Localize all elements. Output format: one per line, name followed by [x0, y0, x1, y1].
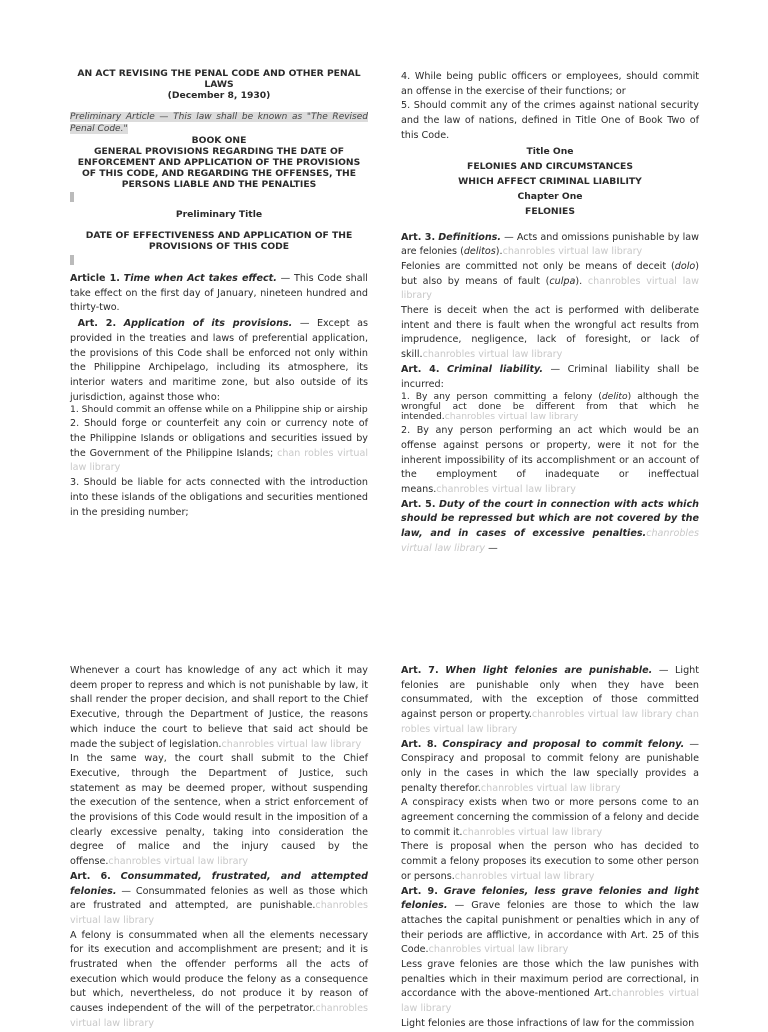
watermark: chanrobles virtual law library: [428, 944, 569, 956]
watermark: chanrobles virtual law library: [462, 826, 603, 838]
item-5: 5. Should commit any of the crimes against national security and the law of nations, defined in Title One of Book Two of this Code.: [401, 100, 699, 141]
chapter-label: Chapter One: [517, 190, 583, 202]
article-3: Art. 3. Definitions. — Acts and omissions punishable by law are felonies (delitos).chanrobles virtual law library: [401, 231, 699, 258]
item-2: 2. Should forge or counterfeit any coin or currency note of the Philippine Islands or obligations and securities issued by the Government of the Philippine Islands; chan robles virtual law library: [70, 418, 368, 474]
preliminary-article: Preliminary Article — This law shall be known as "The Revised Penal Code.": [70, 112, 368, 134]
column-top-left: [70, 68, 368, 520]
watermark: chanrobles virtual law library: [480, 782, 621, 794]
margin-mark: [70, 255, 74, 265]
column-top-right: [401, 70, 699, 557]
act-date: (December 8, 1930): [167, 90, 271, 101]
conspiracy-paragraph: A conspiracy exists when two or more persons come to an agreement concerning the commission of a felony and decide to commit it.chanrobles virtual law library: [401, 797, 699, 838]
watermark: chanrobles virtual law library: [401, 988, 700, 1015]
watermark: chanrobles virtual law library: [531, 709, 673, 721]
item-4: 4. While being public officers or employees, should commit an offense in the exercise of their functions; or: [401, 71, 699, 97]
watermark: chanrobles virtual law library: [401, 275, 699, 302]
watermark: chanrobles virtual law library: [70, 1003, 368, 1029]
report-paragraph: Whenever a court has knowledge of any act which it may deem proper to repress and which is not punishable by law, it shall render the proper decision, and shall report to the Chief Executive, through the Department of Justice, the reasons which induce the court to believe that said act should be made the subject of legislation.chanrobles virtual law library: [70, 665, 368, 750]
article-1: Article 1. Time when Act takes effect. — This Code shall take effect on the first day of January, nineteen hundred and thirty-two.: [70, 273, 368, 314]
watermark: chanrobles virtual law library: [444, 411, 579, 423]
column-bottom-left: [70, 664, 368, 1032]
light-felonies-paragraph: Light felonies are those infractions of law for the commission: [401, 1017, 695, 1029]
title-one: Title One: [526, 145, 574, 157]
watermark: chan robles virtual law library: [70, 447, 368, 474]
chapter-heading: FELONIES: [525, 205, 575, 217]
consummated-paragraph: A felony is consummated when all the elements necessary for its execution and accomplishment are present; and it is frustrated when the offender performs all the acts of execution which would produce the felony as a consequence but which, nevertheless, do not produce it by reason of causes independent of the will of the perpetrator.chanrobles virtual law library: [70, 929, 368, 1029]
title-one-heading-2: WHICH AFFECT CRIMINAL LIABILITY: [458, 175, 642, 187]
deceit-paragraph: Felonies are committed not only be means of deceit (dolo) but also by means of fault (culpa). chanrobles virtual law library: [401, 260, 699, 302]
proposal-paragraph: There is proposal when the person who has decided to commit a felony proposes its execution to some other person or persons.chanrobles virtual law library: [401, 841, 699, 882]
article-2-title: Application of its provisions.: [123, 318, 293, 330]
watermark: chanrobles virtual law library: [422, 349, 563, 361]
watermark: chanrobles virtual law library: [70, 900, 368, 926]
deliberate-paragraph: There is deceit when the act is performed with deliberate intent and there is fault when the wrongful act results from imprudence, negligence, lack of foresight, or lack of skill.chanrobles virtual law library: [401, 305, 699, 361]
item-3: 3. Should be liable for acts connected with the introduction into these islands of the obligations and securities mentioned in the presiding number;: [70, 477, 368, 518]
act-title: AN ACT REVISING THE PENAL CODE AND OTHER PENAL LAWS: [77, 68, 361, 90]
watermark: chanrobles virtual law library: [401, 528, 699, 554]
watermark: chanrobles virtual law library: [436, 484, 576, 496]
excessive-penalty-paragraph: In the same way, the court shall submit to the Chief Executive, through the Department of Justice, such statement as may be deemed proper, without suspending the execution of the sentence, when a strict enforcement of the provisions of this Code would result in the imposition of a clearly excessive penalty, taking into consideration the degree of malice and the injury caused by the offense.chanrobles virtual law library: [70, 753, 368, 868]
article-6: Art. 6. Consummated, frustrated, and attempted felonies. — Consummated felonies as well as those which are frustrated and attempted, are punishable.chanrobles virtual law library: [70, 870, 368, 926]
article-8: Art. 8. Conspiracy and proposal to commit felony. — Conspiracy and proposal to commit felony are punishable only in the cases in which the law specially provides a penalty therefor.chanrobles virtual law library: [401, 738, 699, 794]
book-heading: GENERAL PROVISIONS REGARDING THE DATE OF ENFORCEMENT AND APPLICATION OF THE PROVISIONS OF THIS CODE, AND REGARDING THE OFFENSES, THE PERSONS LIABLE AND THE PENALTIES: [77, 146, 361, 190]
less-grave-paragraph: Less grave felonies are those which the law punishes with penalties which in their maximum period are correctional, in accordance with the above-mentioned Art.chanrobles virtual law library: [401, 959, 700, 1015]
margin-mark: [70, 192, 74, 202]
article-9: Art. 9. Grave felonies, less grave felonies and light felonies. — Grave felonies are those to which the law attaches the capital punishment or penalties which in any of their periods are afflictive, in accordance with Art. 25 of this Code.chanrobles virtual law library: [401, 885, 699, 956]
article-4: Art. 4. Criminal liability. — Criminal liability shall be incurred:: [401, 363, 699, 390]
article-5: Art. 5. Duty of the court in connection with acts which should be repressed but which are not covered by the law, and in cases of excessive penalties.chanrobles virtual law library —: [401, 498, 699, 554]
preliminary-title: Preliminary Title: [175, 209, 263, 220]
watermark: chanrobles virtual law library: [221, 738, 362, 750]
watermark: chan robles virtual law library: [401, 709, 699, 735]
article-2: Art. 2. Application of its provisions. — Except as provided in the treaties and laws of preferential application, the provisions of this Code shall be enforced not only within the Philippine Archipelago, including its atmosphere, its interior waters and maritime zone, but also outside of its jurisdiction, against those who:: [70, 318, 369, 403]
column-bottom-right: [401, 664, 699, 1032]
preliminary-heading: DATE OF EFFECTIVENESS AND APPLICATION OF THE PROVISIONS OF THIS CODE: [85, 230, 353, 252]
watermark: chanrobles virtual law library: [108, 856, 249, 868]
item-1: 1. Should commit an offense while on a Philippine ship or airship: [70, 404, 368, 416]
watermark: chanrobles virtual law library: [454, 870, 595, 882]
article-4-item-2: 2. By any person performing an act which would be an offense against persons or property, were it not for the inherent impossibility of its accomplishment or an account of the employment of inadequate or ineffectual means.chanrobles virtual law library: [401, 425, 699, 496]
watermark: chanrobles virtual law library: [502, 246, 643, 258]
book-label: BOOK ONE: [191, 135, 247, 146]
article-7: Art. 7. When light felonies are punishable. — Light felonies are punishable only when they have been consummated, with the exception of those committed against person or property.chanrobles virtual law library chan robles virtual law library: [401, 665, 700, 735]
article-1-title: Time when Act takes effect.: [123, 273, 277, 284]
article-4-item-1: 1. By any person committing a felony (delito) although the wrongful act done be different from that which he intended.chanrobles virtual law library: [401, 391, 700, 423]
title-one-heading-1: FELONIES AND CIRCUMSTANCES: [467, 160, 633, 172]
